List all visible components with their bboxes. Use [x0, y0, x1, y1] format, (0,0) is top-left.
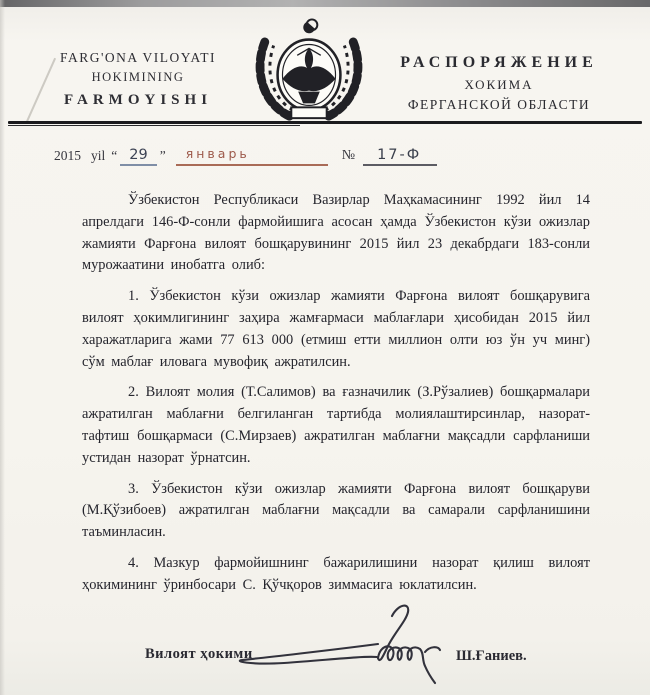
- dateline-close-quote: ”: [159, 148, 166, 163]
- paragraph-item-4: 4. Мазкур фармойишнинг бажарилишини назорат қилиш вилоят ҳокимининг ўринбосари С. Қўчқоров зиммасига юклатилсин.: [82, 554, 590, 593]
- dateline-day-handwritten: 29: [120, 147, 156, 166]
- paragraph-item-1: 1. Ўзбекистон кўзи ожизлар жамияти Фарғона вилоят бошқарувига вилоят ҳокимлигининг заҳира жамғармаси маблағлари ҳисобидан 2015 йил харажатларига жами 77 613 000 (етмиш етти миллион олти юз ўн уч минг) сўм маблағ иловага мувофиқ ажратилсин.: [82, 288, 590, 370]
- letterhead-russian-block: [376, 54, 622, 113]
- divider-thin-line: [8, 125, 300, 126]
- signature-block: [0, 600, 650, 695]
- letterhead: [0, 0, 650, 116]
- document-body: [82, 190, 590, 597]
- letterhead-uzbek-block: [34, 50, 242, 109]
- header-divider-rule: [8, 121, 642, 127]
- letterhead-doc-type-latin: FARMOYISHI: [63, 92, 213, 108]
- dateline: [54, 146, 650, 166]
- dateline-doc-number: 17-Ф: [363, 147, 437, 166]
- dateline-month-typed: январь: [176, 146, 328, 166]
- letterhead-region-latin: FARG'ONA VILOYATI: [59, 50, 217, 65]
- letterhead-hokim-latin: HOKIMINING: [91, 70, 185, 84]
- signatory-title: Вилоят ҳокими: [145, 646, 253, 662]
- letterhead-doc-type-russian: РАСПОРЯЖЕНИЕ: [400, 54, 598, 71]
- paragraph-item-3: 3. Ўзбекистон кўзи ожизлар жамияти Фарғона вилоят бошқаруви (М.Қўзибоев) ажратилган маблағни мақсадли ва самарали сарфланишини таъминласин.: [82, 480, 590, 541]
- paragraph-preamble: Ўзбекистон Республикаси Вазирлар Маҳкамасининг 1992 йил 14 апрелдаги 146-Ф-сонли фармойишига асосан ҳамда Ўзбекистон кўзи ожизлар жамияти Фарғона вилоят бошқарувининг 2015 йил 23 декабрдаги 183-сонли мурожаатини инобатга олиб:: [82, 192, 590, 274]
- dateline-yil-label: yil: [91, 148, 106, 163]
- paragraph-item-2: 2. Вилоят молия (Т.Салимов) ва ғазначилик (З.Рўзалиев) бошқармалари ажратилган маблағни белгиланган тартибда молиялаштирсинлар, назорат-тафтиш бошқармаси (С.Мирзаев) ажратилган маблағни мақсадли сарфланиши устидан назорат ўрнатсин.: [82, 384, 590, 466]
- divider-thick-line: [8, 121, 642, 124]
- letterhead-region-russian: ФЕРГАНСКОЙ ОБЛАСТИ: [407, 97, 591, 112]
- letterhead-hokim-russian: ХОКИМА: [464, 77, 534, 92]
- dateline-number-sign: №: [341, 148, 356, 163]
- signatory-name: Ш.Ғаниев.: [456, 648, 527, 664]
- dateline-year: 2015: [54, 148, 81, 163]
- dateline-open-quote: “: [111, 148, 118, 163]
- uzbekistan-state-emblem-icon: [250, 16, 368, 131]
- signature-flourish: [232, 602, 454, 688]
